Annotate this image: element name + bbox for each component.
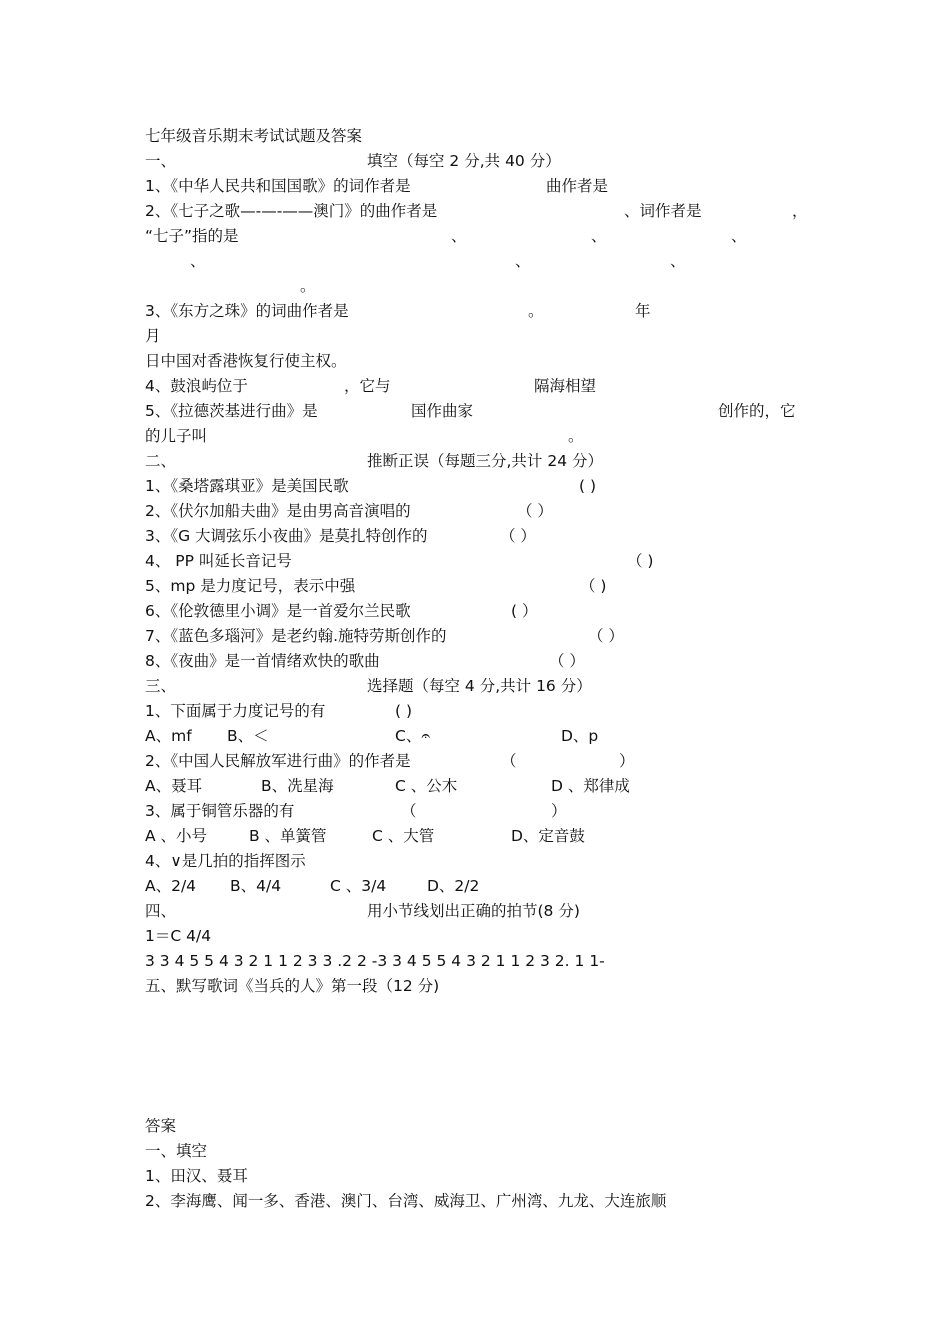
section-2-heading bbox=[145, 449, 604, 473]
question-text: 1、下面属于力度记号的有 bbox=[145, 702, 326, 720]
question-3-2-options bbox=[145, 774, 630, 798]
option-d: D 、郑律成 bbox=[551, 777, 630, 795]
question-text: 4、鼓浪屿位于 bbox=[145, 377, 248, 395]
section-number: 三、 bbox=[145, 677, 177, 695]
question-2-5 bbox=[145, 574, 607, 598]
punctuation: ， bbox=[792, 202, 808, 220]
punctuation: 。 bbox=[300, 277, 316, 295]
question-1-2 bbox=[145, 199, 808, 223]
question-text: 3、《G 大调弦乐小夜曲》是莫扎特创作的 bbox=[145, 527, 428, 545]
question-3-1 bbox=[145, 699, 413, 723]
punctuation: 、 bbox=[451, 227, 467, 245]
question-1-2-cont bbox=[145, 224, 747, 248]
question-1-5 bbox=[145, 399, 796, 423]
punctuation: 。 bbox=[568, 427, 584, 445]
answer-bracket: ( ) bbox=[395, 702, 413, 720]
question-text: “七子”指的是 bbox=[145, 227, 239, 245]
section-5-heading: 五、默写歌词《当兵的人》第一段（12 分) bbox=[145, 977, 440, 995]
section-title: 选择题（每空 4 分,共计 16 分） bbox=[367, 677, 592, 695]
question-1-1 bbox=[145, 174, 609, 198]
section-title: 用小节线划出正确的拍节(8 分) bbox=[367, 902, 580, 920]
option-b: B、4/4 bbox=[230, 877, 282, 895]
answer-bracket: （ ) bbox=[580, 577, 607, 595]
answer-bracket-close: ） bbox=[619, 752, 635, 770]
question-3-1-options bbox=[145, 724, 599, 748]
question-text: 创作的，它 bbox=[718, 402, 796, 420]
answer-title: 答案 bbox=[145, 1117, 177, 1135]
question-2-3 bbox=[145, 524, 536, 548]
question-1-3-cont: 月 bbox=[145, 327, 161, 345]
answer-bracket-close: ） bbox=[551, 802, 567, 820]
question-text: 的儿子叫 bbox=[145, 427, 208, 445]
section-3-heading bbox=[145, 674, 592, 698]
answer-bracket-open: （ bbox=[401, 802, 417, 820]
question-text: 1、《桑塔露琪亚》是美国民歌 bbox=[145, 477, 349, 495]
answer-bracket: （ ) bbox=[627, 552, 654, 570]
question-2-6 bbox=[145, 599, 538, 623]
question-1-3 bbox=[145, 299, 651, 323]
section-number: 四、 bbox=[145, 902, 177, 920]
question-text: 隔海相望 bbox=[534, 377, 597, 395]
question-3-3-options bbox=[145, 824, 585, 848]
question-text: ，它与 bbox=[344, 377, 391, 395]
option-c: C 、公木 bbox=[395, 777, 458, 795]
doc-title: 七年级音乐期末考试试题及答案 bbox=[145, 127, 363, 145]
punctuation: 。 bbox=[528, 302, 544, 320]
question-text: 8、《夜曲》是一首情绪欢快的歌曲 bbox=[145, 652, 380, 670]
punctuation: 、 bbox=[731, 227, 747, 245]
answer-section-1: 一、填空 bbox=[145, 1142, 208, 1160]
option-c: C、𝄐 bbox=[395, 727, 430, 745]
question-text: 5、《拉德茨基进行曲》是 bbox=[145, 402, 318, 420]
section-number: 二、 bbox=[145, 452, 177, 470]
question-3-4: 4、∨是几拍的指挥图示 bbox=[145, 852, 306, 870]
answer-2: 2、李海鹰、闻一多、香港、澳门、台湾、威海卫、广州湾、九龙、大连旅顺 bbox=[145, 1192, 667, 1210]
option-a: A、mf bbox=[145, 727, 192, 745]
question-1-4 bbox=[145, 374, 597, 398]
question-text: 7、《蓝色多瑙河》是老约翰.施特劳斯创作的 bbox=[145, 627, 447, 645]
question-text: 5、mp 是力度记号，表示中强 bbox=[145, 577, 356, 595]
answer-bracket: ( ) bbox=[579, 477, 597, 495]
question-text: 2、《七子之歌—-—-——澳门》的曲作者是 bbox=[145, 202, 438, 220]
question-2-7 bbox=[145, 624, 624, 648]
answer-bracket: （ ） bbox=[549, 652, 585, 670]
question-1-5-cont bbox=[145, 424, 584, 448]
question-2-1 bbox=[145, 474, 597, 498]
section-1-heading bbox=[145, 149, 561, 173]
question-text: 3、《东方之珠》的词曲作者是 bbox=[145, 302, 349, 320]
answer-bracket: （ ） bbox=[500, 527, 536, 545]
question-3-2 bbox=[145, 749, 635, 773]
notation-sequence: 3 3 4 5 5 4 3 2 1 1 2 3 3 .2 2 -3 3 4 5 5 4 3 2 1 1 2 3 2. 1 1- bbox=[145, 952, 605, 970]
section-4-heading bbox=[145, 899, 580, 923]
answer-bracket: ( ） bbox=[511, 602, 538, 620]
option-c: C 、大管 bbox=[372, 827, 435, 845]
question-text: 曲作者是 bbox=[546, 177, 609, 195]
question-text: 国作曲家 bbox=[411, 402, 474, 420]
option-b: B、＜ bbox=[227, 727, 269, 745]
question-text: 2、《中国人民解放军进行曲》的作者是 bbox=[145, 752, 411, 770]
key-signature: 1＝C 4/4 bbox=[145, 927, 212, 945]
punctuation: 、 bbox=[515, 252, 531, 270]
question-2-8 bbox=[145, 649, 585, 673]
option-a: A、聂耳 bbox=[145, 777, 203, 795]
option-a: A 、小号 bbox=[145, 827, 208, 845]
section-title: 填空（每空 2 分,共 40 分） bbox=[367, 152, 561, 170]
punctuation: 、 bbox=[591, 227, 607, 245]
question-1-3-cont2: 日中国对香港恢复行使主权。 bbox=[145, 352, 347, 370]
question-3-4-options bbox=[145, 874, 480, 898]
answer-bracket: （ ） bbox=[588, 627, 624, 645]
option-b: B 、单簧管 bbox=[249, 827, 327, 845]
question-2-4 bbox=[145, 549, 654, 573]
answer-bracket-open: （ bbox=[501, 752, 517, 770]
option-d: D、2/2 bbox=[427, 877, 480, 895]
section-title: 推断正误（每题三分,共计 24 分） bbox=[367, 452, 604, 470]
question-text: 3、属于铜管乐器的有 bbox=[145, 802, 295, 820]
question-3-3 bbox=[145, 799, 567, 823]
question-text: 年 bbox=[635, 302, 651, 320]
punctuation: 、 bbox=[190, 252, 206, 270]
question-text: 4、 PP 叫延长音记号 bbox=[145, 552, 292, 570]
answer-bracket: （ ） bbox=[517, 502, 553, 520]
option-a: A、2/4 bbox=[145, 877, 197, 895]
question-2-2 bbox=[145, 499, 553, 523]
question-text: 6、《伦敦德里小调》是一首爱尔兰民歌 bbox=[145, 602, 411, 620]
option-c: C 、3/4 bbox=[330, 877, 387, 895]
answer-1: 1、田汉、聂耳 bbox=[145, 1167, 248, 1185]
question-text: 1、《中华人民共和国国歌》的词作者是 bbox=[145, 177, 411, 195]
option-b: B、冼星海 bbox=[261, 777, 334, 795]
option-d: D、定音鼓 bbox=[511, 827, 585, 845]
question-text: 、词作者是 bbox=[624, 202, 702, 220]
section-number: 一、 bbox=[145, 152, 177, 170]
punctuation: 、 bbox=[670, 252, 686, 270]
question-text: 2、《伏尔加船夫曲》是由男高音演唱的 bbox=[145, 502, 411, 520]
option-d: D、p bbox=[561, 727, 599, 745]
